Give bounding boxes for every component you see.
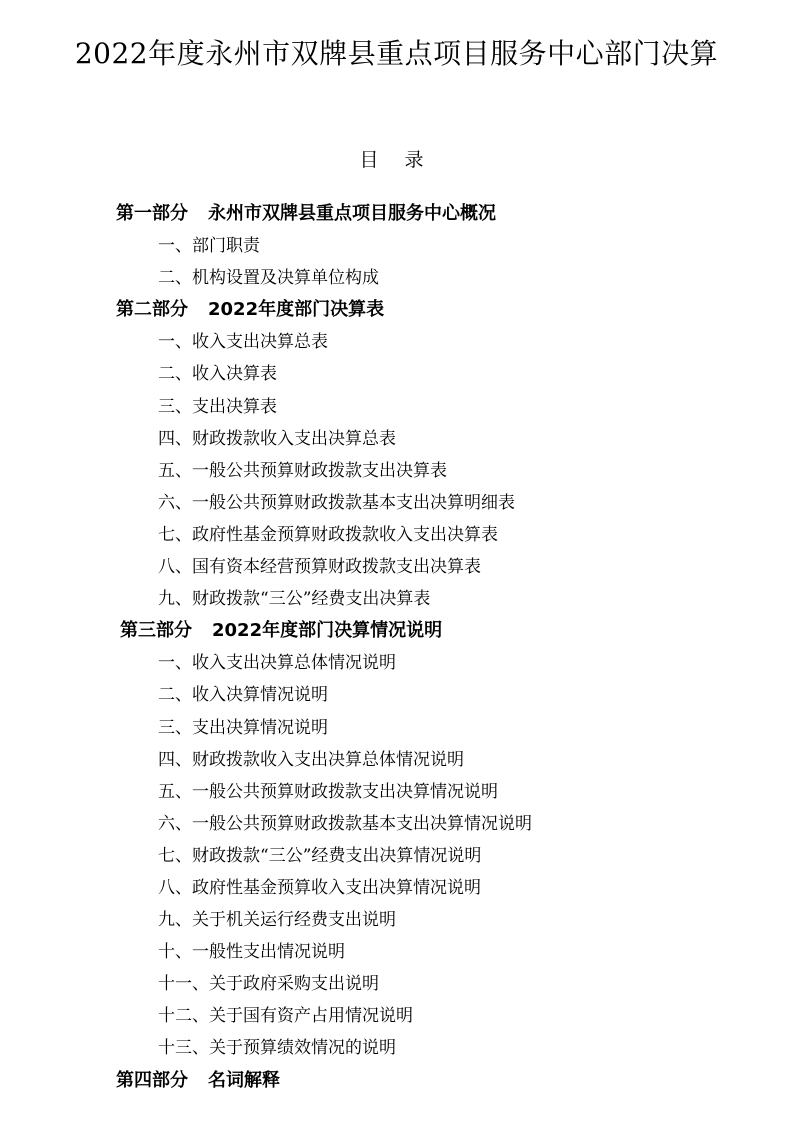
document-title: 2022年度永州市双牌县重点项目服务中心部门决算	[74, 37, 719, 70]
toc-item[interactable]: 一、收入支出决算总表	[158, 332, 328, 353]
toc-item[interactable]: 八、国有资本经营预算财政拨款支出决算表	[158, 557, 481, 578]
toc-item[interactable]: 十二、关于国有资产占用情况说明	[158, 1006, 413, 1027]
table-of-contents	[0, 198, 793, 1097]
toc-item[interactable]: 七、财政拨款“三公”经费支出决算情况说明	[158, 845, 482, 866]
part-title: 永州市双牌县重点项目服务中心概况	[208, 203, 496, 224]
toc-item[interactable]: 六、一般公共预算财政拨款基本支出决算明细表	[158, 492, 515, 513]
toc-item[interactable]: 四、财政拨款收入支出决算总表	[158, 428, 396, 449]
toc-item[interactable]: 九、财政拨款“三公”经费支出决算表	[158, 589, 431, 610]
toc-item[interactable]: 一、部门职责	[158, 236, 260, 257]
toc-item[interactable]: 一、收入支出决算总体情况说明	[158, 653, 396, 674]
toc-part-1[interactable]	[0, 198, 793, 230]
toc-item[interactable]: 二、收入决算情况说明	[158, 685, 328, 706]
toc-item[interactable]: 二、收入决算表	[158, 364, 277, 385]
toc-item[interactable]: 八、政府性基金预算收入支出决算情况说明	[158, 877, 481, 898]
part-number: 第四部分	[116, 1069, 188, 1091]
toc-item[interactable]: 七、政府性基金预算财政拨款收入支出决算表	[158, 524, 498, 545]
part-title: 名词解释	[208, 1069, 280, 1091]
toc-item[interactable]: 五、一般公共预算财政拨款支出决算表	[158, 460, 447, 481]
toc-item[interactable]: 五、一般公共预算财政拨款支出决算情况说明	[158, 781, 498, 802]
toc-item[interactable]: 三、支出决算情况说明	[158, 717, 328, 738]
part-title: 2022年度部门决算表	[208, 299, 385, 321]
toc-item[interactable]: 三、支出决算表	[158, 396, 277, 417]
part-number: 第一部分	[116, 203, 188, 224]
toc-item[interactable]: 十一、关于政府采购支出说明	[158, 974, 379, 995]
toc-part-4[interactable]	[0, 1065, 793, 1097]
part-number: 第三部分	[120, 620, 192, 642]
toc-item[interactable]: 四、财政拨款收入支出决算总体情况说明	[158, 749, 464, 770]
toc-item[interactable]: 九、关于机关运行经费支出说明	[158, 910, 396, 931]
toc-part-3[interactable]	[0, 615, 793, 647]
toc-item[interactable]: 六、一般公共预算财政拨款基本支出决算情况说明	[158, 813, 532, 834]
part-number: 第二部分	[116, 299, 188, 321]
toc-heading: 目 录	[359, 149, 434, 171]
toc-item[interactable]: 二、机构设置及决算单位构成	[158, 268, 379, 289]
toc-item[interactable]: 十、一般性支出情况说明	[158, 942, 345, 963]
part-title: 2022年度部门决算情况说明	[212, 620, 443, 642]
toc-item[interactable]: 十三、关于预算绩效情况的说明	[158, 1038, 396, 1059]
toc-part-2[interactable]	[0, 294, 793, 326]
